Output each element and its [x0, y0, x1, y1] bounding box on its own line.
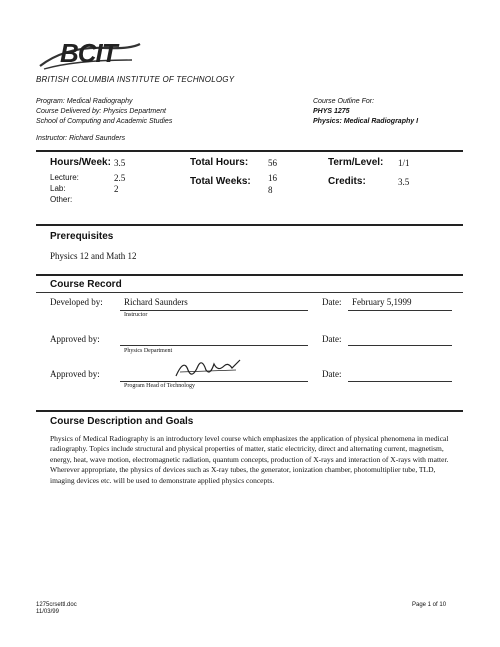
developed-by-label: Developed by:: [50, 297, 103, 307]
hours-week-value: 3.5: [114, 158, 126, 168]
footer-left: [36, 602, 77, 616]
bcit-logo-text: BCIT: [60, 38, 117, 68]
other-label: Other:: [50, 195, 73, 204]
lab-label: Lab:: [50, 184, 66, 193]
footer-file: 1275crsettl.doc: [36, 602, 77, 608]
hours-week-label: Hours/Week:: [50, 157, 111, 168]
lecture-label: Lecture:: [50, 173, 79, 182]
approved-by-label: Approved by:: [50, 334, 100, 344]
credits-value: 3.5: [398, 177, 410, 187]
developed-date-line: [348, 310, 452, 311]
program-head-caption: Program Head of Technology: [124, 383, 195, 389]
outline-for-label: Course Outline For:: [313, 98, 375, 105]
instructor-line: Instructor: Richard Saunders: [36, 135, 126, 142]
lab-value: 2: [114, 184, 119, 194]
physics-dept-caption: Physics Department: [124, 348, 173, 354]
developed-by-line: [120, 310, 308, 311]
extra-value: 8: [268, 185, 273, 195]
institution-name: BRITISH COLUMBIA INSTITUTE OF TECHNOLOGY: [36, 75, 235, 84]
credits-label: Credits:: [328, 176, 366, 187]
developed-by-role: Instructor: [124, 312, 148, 318]
course-record-title: Course Record: [50, 279, 122, 290]
developed-date-value: February 5,1999: [352, 297, 412, 307]
approved-2-date-label: Date:: [322, 369, 342, 379]
developed-date-label: Date:: [322, 297, 342, 307]
approved-by-line: [120, 345, 308, 346]
rule-description: [36, 410, 463, 412]
course-title: Physics: Medical Radiography I: [313, 118, 419, 125]
approved-by-2-label: Approved by:: [50, 369, 100, 379]
term-level-value: 1/1: [398, 158, 410, 168]
header-left: [36, 97, 172, 127]
header-right: [313, 97, 418, 127]
approved-2-date-line: [348, 381, 452, 382]
total-weeks-value: 16: [268, 173, 277, 183]
developed-by-name: Richard Saunders: [124, 297, 188, 307]
rule-prereq: [36, 224, 463, 226]
approved-date-label: Date:: [322, 334, 342, 344]
delivered-by-line: Course Delivered by: Physics Department: [36, 108, 166, 115]
program-line: Program: Medical Radiography: [36, 98, 133, 105]
description-title: Course Description and Goals: [50, 416, 194, 427]
rule-course-record: [36, 274, 463, 276]
footer-page: Page 1 of 10: [412, 602, 447, 608]
prerequisites-title: Prerequisites: [50, 231, 114, 242]
term-level-label: Term/Level:: [328, 157, 384, 168]
total-hours-value: 56: [268, 158, 277, 168]
description-text: Physics of Medical Radiography is an introductory level course which emphasizes the application of physical phenomena in medical radiography. Topics include structural and physical properties of matter, static electricity, direct and alternating current, magnetism, energy, heat, wave motion, electromagnetic radiation, quantum concepts, production of X-rays and interaction of X-rays with matter. Wherever appropriate, the physics of devices such as X-ray tubes, the generator, ionization chamber, photomultiplier tube, TLD, imaging devices etc. will be used to demonstrate applied physics concepts.: [50, 434, 449, 485]
rule-top-hours: [36, 150, 463, 152]
footer-date: 11/03/99: [36, 609, 59, 615]
approved-by-2-line: [120, 381, 308, 382]
lecture-value: 2.5: [114, 173, 126, 183]
total-weeks-label: Total Weeks:: [190, 176, 251, 187]
school-line: School of Computing and Academic Studies: [36, 118, 173, 125]
rule-course-record-under: [36, 292, 463, 293]
total-hours-label: Total Hours:: [190, 157, 249, 168]
approved-date-line: [348, 345, 452, 346]
course-code: PHYS 1275: [313, 108, 350, 115]
prerequisites-text: Physics 12 and Math 12: [50, 251, 137, 261]
signature: [170, 352, 250, 382]
